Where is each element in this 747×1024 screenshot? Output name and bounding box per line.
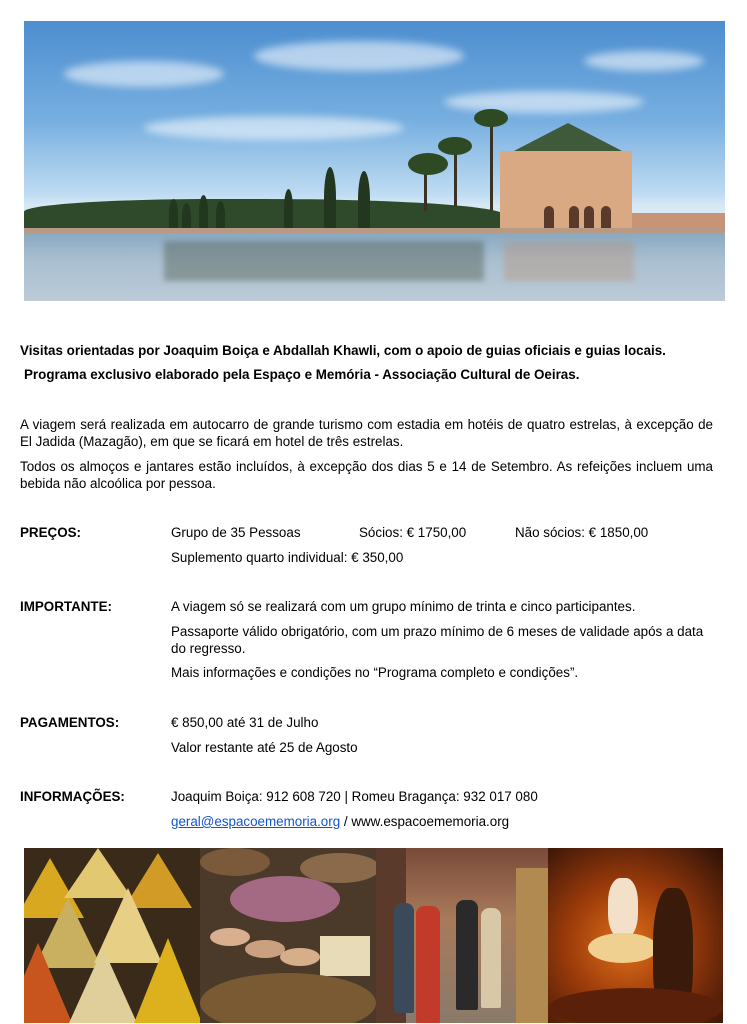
intro-program: Programa exclusivo elaborado pela Espaço e Memória - Associação Cultural de Oeiras. xyxy=(24,367,580,382)
precos-suplemento: Suplemento quarto individual: € 350,00 xyxy=(171,550,404,565)
pagamento-restante: Valor restante até 25 de Agosto xyxy=(171,740,358,755)
description-transport: A viagem será realizada em autocarro de grande turismo com estadia em hotéis de quatro estrelas, à excepção de El Jadida (Mazagão), em que se ficará em hotel de três estrelas. xyxy=(20,417,713,449)
informacoes-label: INFORMAÇÕES: xyxy=(20,789,125,804)
hero-photo-menara xyxy=(24,21,725,301)
pagamento-sinal: € 850,00 até 31 de Julho xyxy=(171,715,319,730)
precos-nao-socios: Não sócios: € 1850,00 xyxy=(515,525,649,540)
contact-links xyxy=(171,814,509,829)
website-text: www.espacoememoria.org xyxy=(351,814,510,829)
email-link[interactable]: geral@espacoememoria.org xyxy=(171,814,341,829)
link-separator: / xyxy=(340,814,352,829)
photo-dancer xyxy=(548,848,723,1023)
precos-socios: Sócios: € 1750,00 xyxy=(359,525,467,540)
precos-group: Grupo de 35 Pessoas xyxy=(171,525,301,540)
contact-phones: Joaquim Boiça: 912 608 720 | Romeu Bragança: 932 017 080 xyxy=(171,789,538,804)
importante-informacoes: Mais informações e condições no “Programa completo e condições”. xyxy=(171,665,579,680)
importante-passaporte: Passaporte válido obrigatório, com um prazo mínimo de 6 meses de validade após a data do regresso. xyxy=(171,624,704,656)
importante-minimo: A viagem só se realizará com um grupo mínimo de trinta e cinco participantes. xyxy=(171,599,636,614)
photo-spices xyxy=(24,848,200,1023)
photo-market xyxy=(200,848,376,1023)
photo-souk xyxy=(376,848,548,1023)
photo-strip xyxy=(24,848,723,1023)
precos-label: PREÇOS: xyxy=(20,525,82,540)
description-meals: Todos os almoços e jantares estão incluídos, à excepção dos dias 5 e 14 de Setembro. As refeições incluem uma bebida não alcoólica por pessoa. xyxy=(20,459,713,491)
importante-label: IMPORTANTE: xyxy=(20,599,112,614)
pagamentos-label: PAGAMENTOS: xyxy=(20,715,120,730)
intro-guides: Visitas orientadas por Joaquim Boiça e Abdallah Khawli, com o apoio de guias oficiais e guias locais. xyxy=(20,343,666,358)
